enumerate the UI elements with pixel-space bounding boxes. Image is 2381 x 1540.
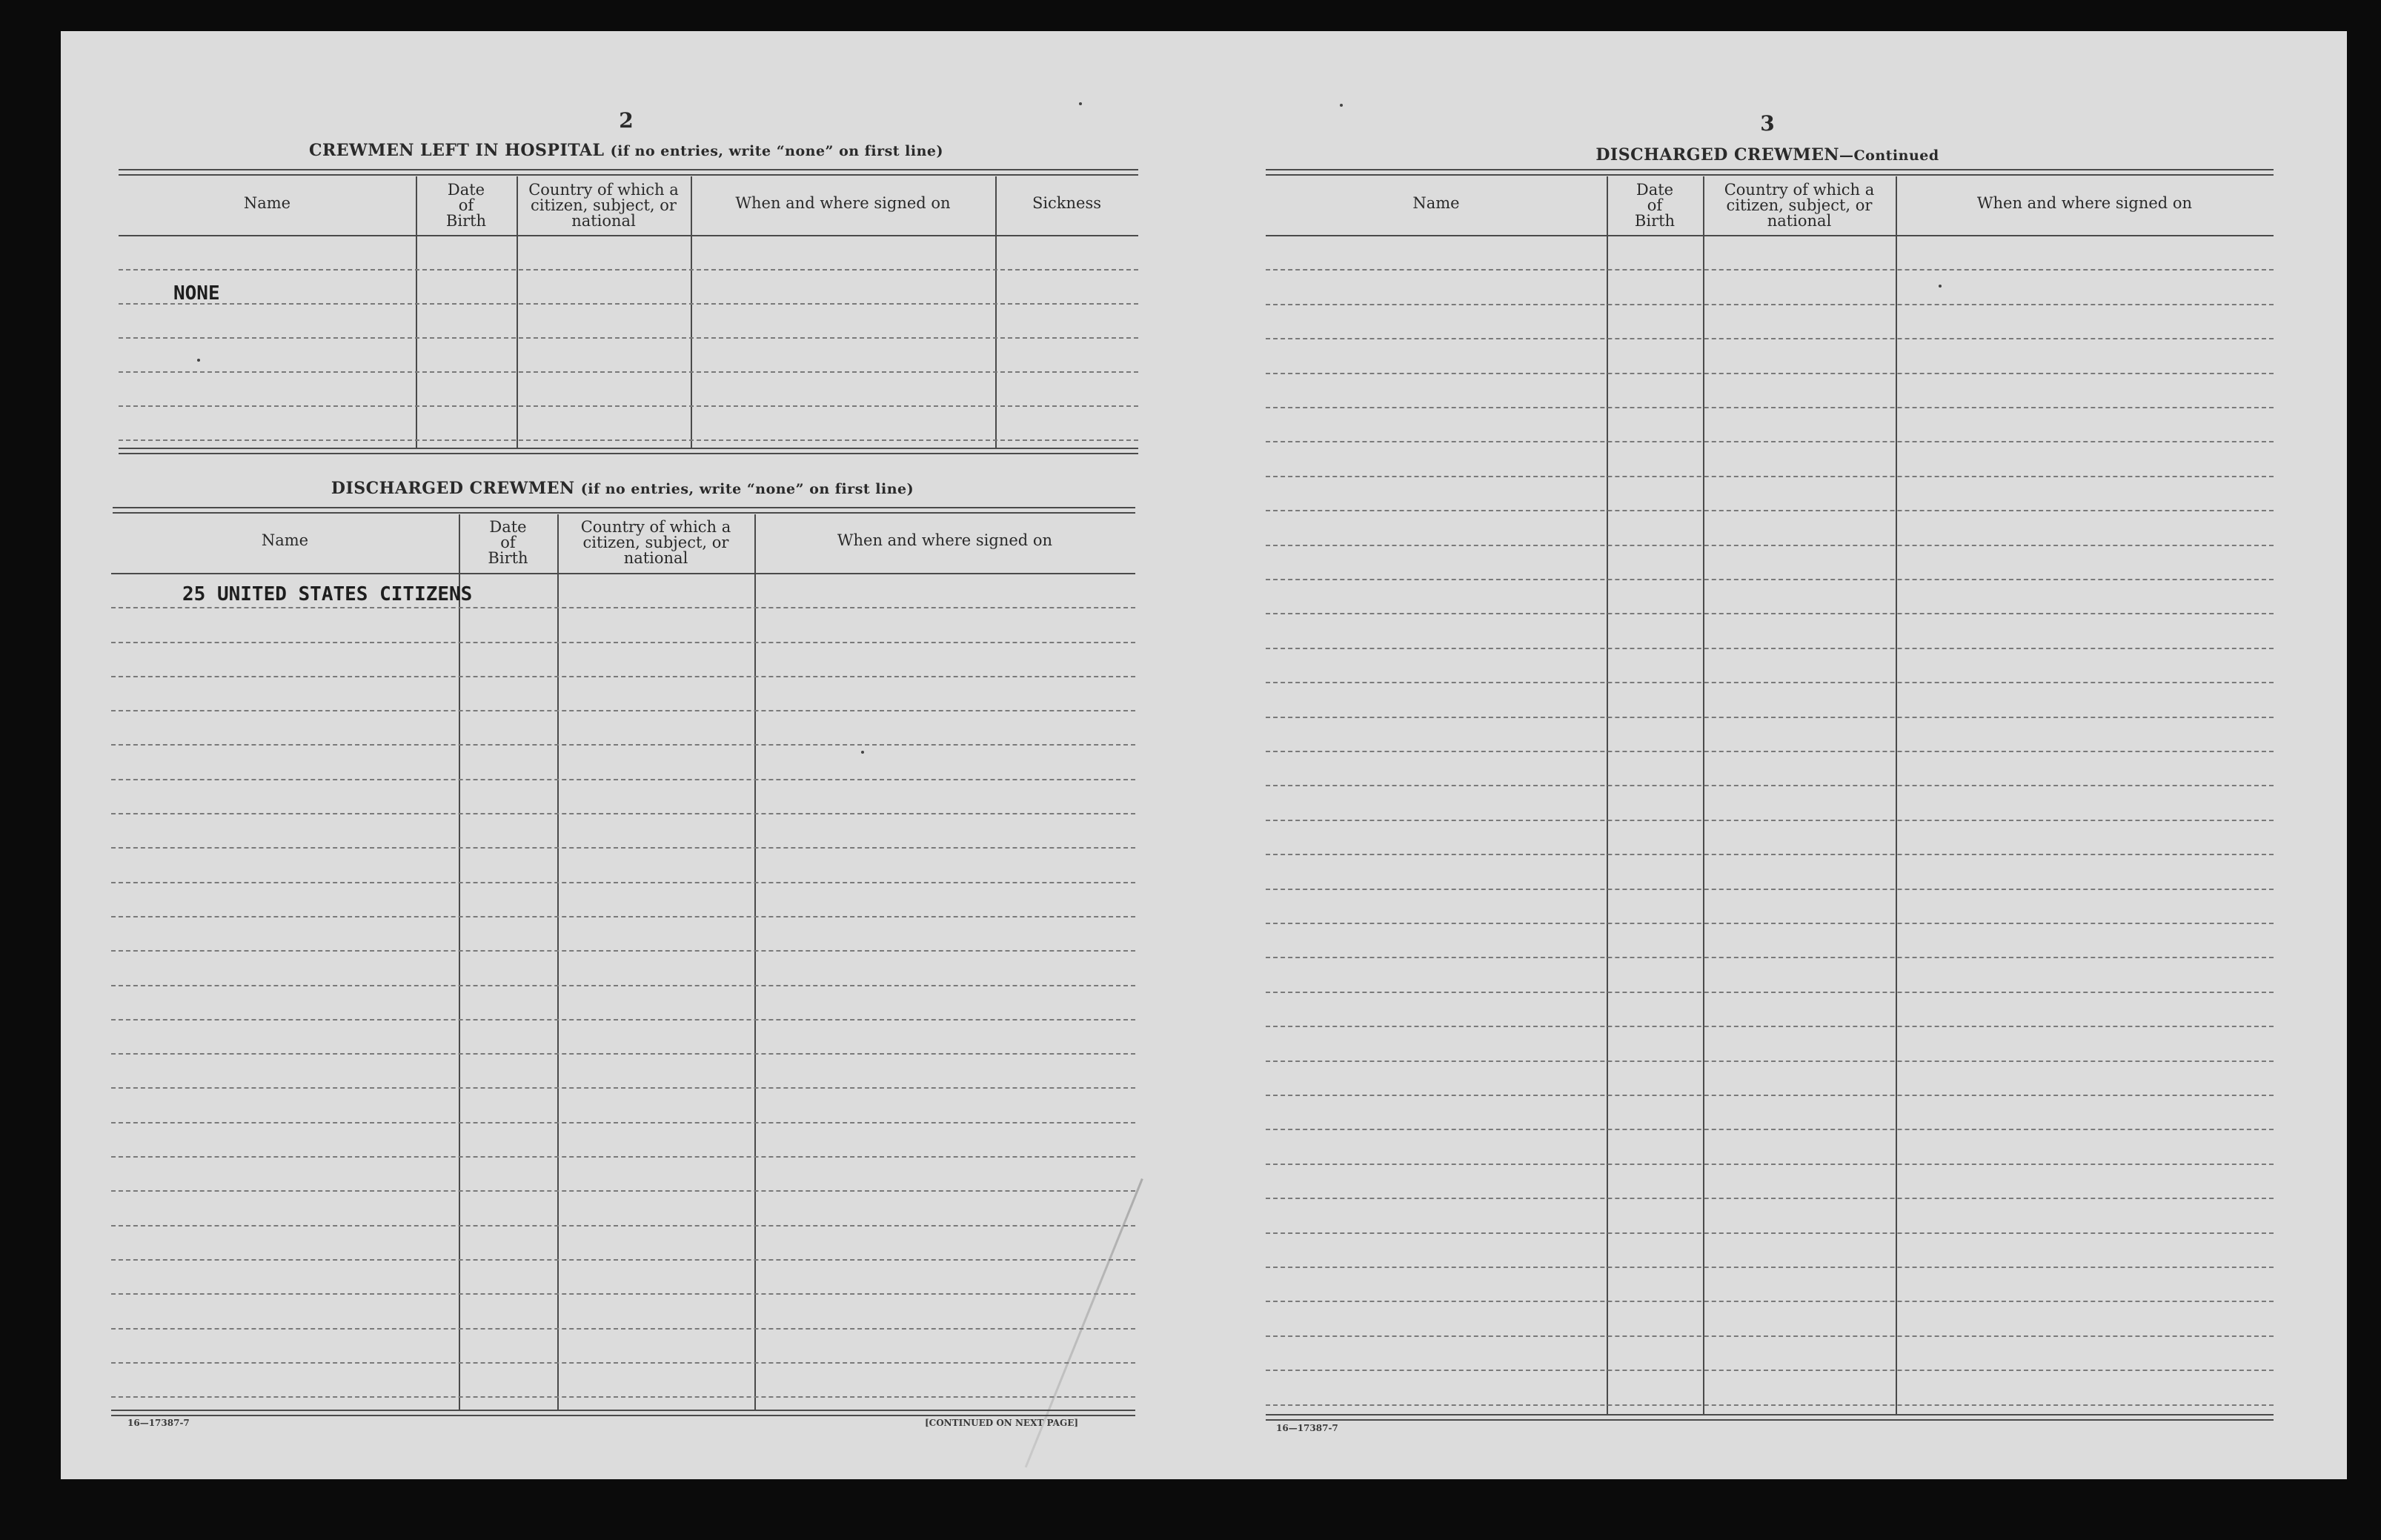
right-top-rule [1266,169,2274,176]
right-discharged-row-line [1266,441,2274,442]
discharged-row-line [111,1122,1135,1124]
discharged-column-divider [754,514,756,1410]
right-discharged-row-line [1266,1232,2274,1234]
discharged-row-line [111,916,1135,917]
discharged-row-line [111,710,1135,711]
hospital-top-rule [119,169,1138,176]
discharged-header-3: When and where signed on [837,531,1053,549]
discharged-row-line [111,1293,1135,1295]
ink-speck [861,751,864,754]
discharged-row-line [111,1156,1135,1158]
right-discharged-row-line [1266,682,2274,683]
hospital-row-line [119,269,1138,271]
hospital-header-0: Name [243,194,291,212]
right-discharged-row-line [1266,1129,2274,1130]
discharged-row-line [111,1396,1135,1398]
right-discharged-bottom-rule [1266,1414,2274,1421]
hospital-column-divider [995,176,997,448]
right-discharged-row-line [1266,751,2274,752]
right-discharged-row-line [1266,1404,2274,1406]
right-discharged-column-divider [1607,176,1608,1414]
form-number-right: 16—17387-7 [1276,1423,1338,1433]
discharged-row-line [111,744,1135,746]
right-discharged-row-line [1266,854,2274,855]
right-discharged-row-line [1266,820,2274,821]
right-discharged-row-line [1266,648,2274,649]
discharged-header-2: Country of which a citizen, subject, or national [580,518,731,567]
right-discharged-row-line [1266,269,2274,271]
ink-speck [1079,102,1082,105]
hospital-header-2: Country of which a citizen, subject, or national [528,181,679,230]
discharged-bottom-rule [111,1410,1135,1416]
hospital-title-text: CREWMEN LEFT IN HOSPITAL [308,141,605,160]
right-title-suffix: —Continued [1839,147,1939,164]
right-discharged-row-line [1266,476,2274,477]
document-sheet [61,31,2347,1479]
discharged-entry: 25 UNITED STATES CITIZENS [182,583,473,605]
right-title-text: DISCHARGED CREWMEN [1595,145,1840,165]
discharged-row-line [111,1328,1135,1330]
discharged-header-0: Name [261,531,309,549]
hospital-section-title [119,141,1134,160]
hospital-header-3: When and where signed on [735,194,951,212]
discharged-row-line [111,882,1135,883]
discharged-row-line [111,847,1135,849]
hospital-row-line [119,337,1138,339]
form-number-left: 16—17387-7 [127,1418,190,1428]
right-discharged-row-line [1266,373,2274,374]
discharged-row-line [111,779,1135,780]
discharged-row-line [111,1087,1135,1089]
right-discharged-row-line [1266,613,2274,614]
right-discharged-row-line [1266,304,2274,305]
hospital-row-line [119,439,1138,441]
hospital-row-line [119,405,1138,407]
discharged-row-line [111,1259,1135,1261]
right-discharged-row-line [1266,992,2274,993]
discharged-header-1: Date of Birth [488,518,528,567]
right-discharged-row-line [1266,1095,2274,1096]
discharged-row-line [111,1190,1135,1192]
hospital-bottom-rule [119,448,1138,454]
right-discharged-header-2: Country of which a citizen, subject, or national [1724,181,1875,230]
page-number-right: 3 [1760,111,1775,136]
hospital-column-divider [416,176,417,448]
right-discharged-row-line [1266,1164,2274,1165]
right-discharged-row-line [1266,1370,2274,1371]
right-discharged-row-line [1266,957,2274,958]
hospital-row-line [119,303,1138,305]
right-discharged-row-line [1266,1026,2274,1027]
right-discharged-row-line [1266,579,2274,580]
discharged-column-divider [459,514,460,1410]
right-discharged-row-line [1266,785,2274,786]
hospital-header-rule [119,235,1138,236]
discharged-row-line [111,607,1135,608]
discharged-header-rule [111,573,1135,574]
ink-speck [1939,285,1942,288]
right-discharged-row-line [1266,923,2274,924]
discharged-row-line [111,1019,1135,1020]
hospital-column-divider [517,176,518,448]
right-discharged-column-divider [1896,176,1897,1414]
right-discharged-row-line [1266,1301,2274,1302]
ink-speck [1340,104,1343,107]
right-discharged-header-rule [1266,235,2274,236]
discharged-row-line [111,950,1135,952]
right-discharged-row-line [1266,1335,2274,1337]
hospital-header-4: Sickness [1032,194,1102,212]
right-discharged-header-3: When and where signed on [1976,194,2193,212]
discharged-section-title [111,479,1134,498]
right-discharged-row-line [1266,717,2274,718]
discharged-row-line [111,985,1135,986]
right-discharged-row-line [1266,1198,2274,1199]
hospital-instruction: (if no entries, write “none” on first line) [610,143,944,159]
right-discharged-row-line [1266,338,2274,339]
right-discharged-row-line [1266,889,2274,890]
right-section-title [1260,145,2275,165]
discharged-column-divider [557,514,559,1410]
right-discharged-row-line [1266,1267,2274,1268]
hospital-header-1: Date of Birth [445,181,487,230]
discharged-row-line [111,1362,1135,1364]
right-discharged-header-0: Name [1412,194,1460,212]
right-discharged-header-1: Date of Birth [1634,181,1676,230]
right-discharged-row-line [1266,510,2274,511]
discharged-row-line [111,1225,1135,1227]
hospital-row-line [119,371,1138,373]
right-discharged-row-line [1266,1061,2274,1062]
ink-speck [197,359,200,362]
discharged-top-rule [113,507,1135,514]
right-discharged-column-divider [1703,176,1704,1414]
discharged-row-line [111,676,1135,677]
hospital-column-divider [691,176,692,448]
hospital-entry-none: NONE [173,282,220,305]
continued-note: [CONTINUED ON NEXT PAGE] [925,1418,1079,1428]
page-number-left: 2 [619,108,634,133]
discharged-title-text: DISCHARGED CREWMEN [331,479,575,498]
discharged-row-line [111,813,1135,814]
right-discharged-row-line [1266,407,2274,408]
discharged-row-line [111,1053,1135,1055]
discharged-instruction: (if no entries, write “none” on first line) [580,481,914,497]
right-discharged-row-line [1266,545,2274,546]
discharged-row-line [111,642,1135,643]
